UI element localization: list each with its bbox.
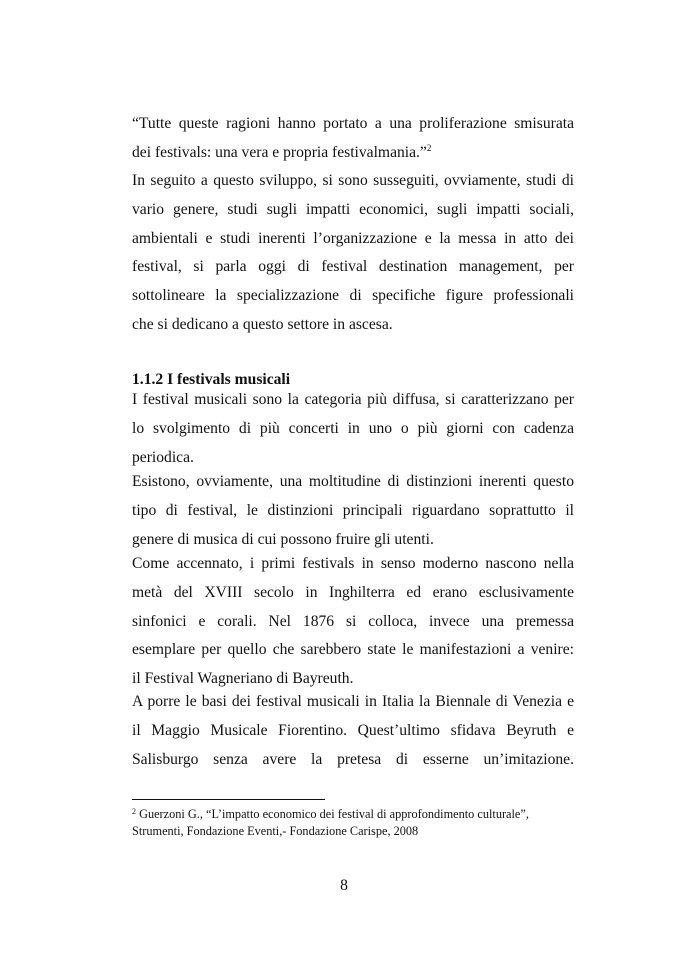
paragraph-history: [132, 550, 574, 694]
footnote: [132, 806, 592, 840]
text-line: sinfonici e corali. Nel 1876 si colloca, invece una premessa: [132, 612, 574, 630]
text-line: tipo di festival, le distinzioni principali riguardano soprattutto il: [132, 501, 574, 519]
text-line: esemplare per quello che sarebbero state le manifestazioni a venire:: [132, 641, 574, 659]
footnote-number: 2: [132, 807, 136, 816]
paragraph-quote: [132, 110, 574, 168]
section-title: 1.1.2 I festivals musicali: [132, 371, 291, 388]
footnote-reference: 2: [426, 142, 432, 153]
text-line: sottolineare la specializzazione di specifiche figure professionali: [132, 287, 574, 305]
paragraph-italy: [132, 688, 574, 774]
text-line: Esistono, ovviamente, una moltitudine di distinzioni inerenti questo: [132, 473, 574, 490]
text-line: genere di musica di cui possono fruire gli utenti.: [132, 530, 434, 548]
text-line: festival, si parla oggi di festival destination management, per: [132, 258, 574, 276]
text-line-content: dei festivals: una vera e propria festivalmania.”: [132, 143, 427, 161]
text-line: “Tutte queste ragioni hanno portato a una proliferazione smisurata: [132, 115, 574, 132]
text-line: il Festival Wagneriano di Bayreuth.: [132, 670, 354, 688]
footnote-line: Strumenti, Fondazione Eventi,- Fondazione Carispe, 2008: [132, 824, 419, 838]
text-line: periodica.: [132, 448, 194, 466]
text-line: [132, 139, 574, 168]
text-line: metà del XVIII secolo in Inghilterra ed erano esclusivamente: [132, 583, 574, 601]
footnote-line: [132, 806, 592, 823]
text-line: che si dedicano a questo settore in ascesa.: [132, 315, 393, 333]
text-line: vario genere, studi sugli impatti economici, sugli impatti sociali,: [132, 200, 574, 218]
text-line: In seguito a questo sviluppo, si sono susseguiti, ovviamente, studi di: [132, 172, 574, 189]
text-line: ambientali e studi inerenti l’organizzazione e la messa in atto dei: [132, 229, 574, 247]
footnote-text: Guerzoni G., “L’impatto economico dei festival di approfondimento culturale”,: [136, 807, 529, 821]
page-number: 8: [340, 877, 348, 894]
paragraph-development: [132, 167, 574, 340]
text-line: il Maggio Musicale Fiorentino. Quest’ultimo sfidava Beyruth e: [132, 721, 574, 739]
text-line: lo svolgimento di più concerti in uno o più giorni con cadenza: [132, 419, 574, 437]
text-line: I festival musicali sono la categoria più diffusa, si caratterizzano per: [132, 391, 574, 408]
paragraph-intro-music: [132, 386, 574, 472]
text-line: Come accennato, i primi festivals in senso moderno nascono nella: [132, 555, 574, 572]
text-line: A porre le basi dei festival musicali in Italia la Biennale di Venezia e: [132, 693, 574, 710]
paragraph-distinctions: [132, 468, 574, 554]
text-line: Salisburgo senza avere la pretesa di esserne un’imitazione.: [132, 750, 574, 768]
footnote-divider: [132, 799, 325, 800]
